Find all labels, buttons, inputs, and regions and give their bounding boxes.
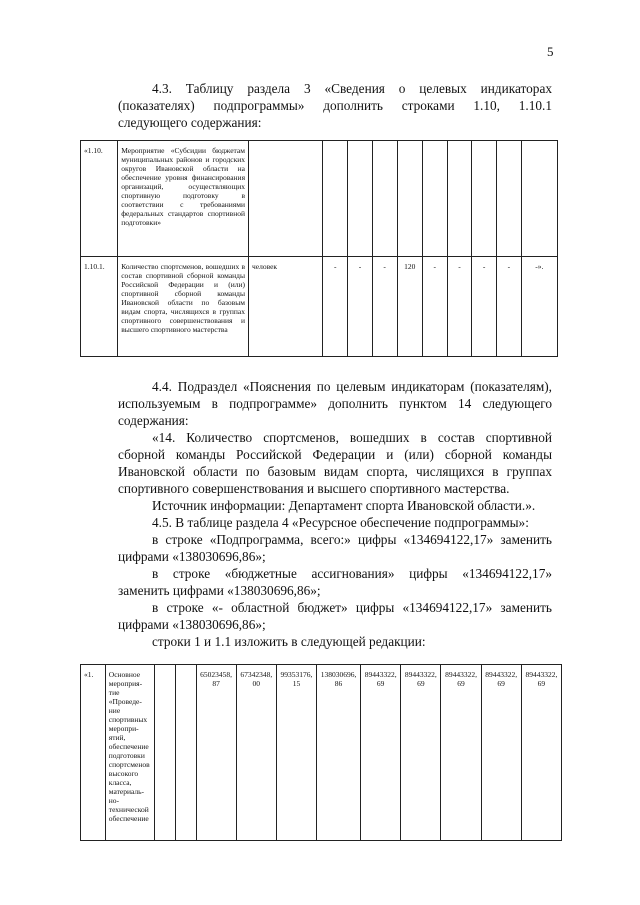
section-4-3-paragraph xyxy=(118,80,552,131)
value-cell: 99353176, 15 xyxy=(276,665,316,841)
table-row xyxy=(81,665,562,841)
text-line: содержания: xyxy=(118,413,189,428)
empty-cell xyxy=(155,665,176,841)
text-line: «14. Количество спортсменов, вошедших в состав спортивной xyxy=(152,430,552,445)
indicator-name: Мероприятие «Субсидии бюджетам муниципальных районов и городских округов Ивановской области на обеспечение уровня финансирования организаций, осуществляющих спортивную подготовку в соответствии с требованиями федеральных стандартов спортивной подготовки» xyxy=(118,141,249,257)
value-cell xyxy=(497,141,522,257)
value-cell xyxy=(422,141,447,257)
text-line: в строке «бюджетные ассигнования» цифры «134694122,17» xyxy=(152,566,552,581)
page-number: 5 xyxy=(547,44,554,59)
unit-cell: человек xyxy=(249,257,323,357)
value-cell: -». xyxy=(521,257,557,357)
value-cell xyxy=(348,141,373,257)
table-row xyxy=(81,257,558,357)
value-cell xyxy=(397,141,422,257)
text-line: 4.5. В таблице раздела 4 «Ресурсное обеспечение подпрограммы»: xyxy=(152,515,529,530)
text-line: в строке «Подпрограмма, всего:» цифры «134694122,17» заменить xyxy=(152,532,552,547)
text-line: 4.4. Подраздел «Пояснения по целевым индикаторам (показателям), xyxy=(152,379,552,394)
measure-name: Основное мероприя-тие «Проведе-ние спортивных меропри-ятий, обеспечение подготовки спортсменов высокого класса, материаль-но-технической обеспечение xyxy=(105,665,154,841)
text-line: цифрами «138030696,86»; xyxy=(118,617,266,632)
text-line: Источник информации: Департамент спорта Ивановской области.». xyxy=(152,498,536,513)
table-row xyxy=(81,141,558,257)
indicator-name: Количество спортсменов, вошедших в состав спортивной сборной команды Российской Федерации и (или) спортивной сборной команды Ивановской области по базовым видам спорта, числящихся в группах спортивного совершенствования и высшего спортивного мастерства xyxy=(118,257,249,357)
row-number: «1. xyxy=(81,665,106,841)
value-cell: - xyxy=(447,257,472,357)
text-line: цифрами «138030696,86»; xyxy=(118,549,266,564)
value-cell: - xyxy=(372,257,397,357)
value-cell: - xyxy=(497,257,522,357)
value-cell: - xyxy=(348,257,373,357)
value-cell xyxy=(323,141,348,257)
text-line: сборной команды Российской Федерации и (или) сборной команды xyxy=(118,447,552,462)
value-cell xyxy=(447,141,472,257)
value-cell: - xyxy=(422,257,447,357)
value-cell: 67342348, 00 xyxy=(236,665,276,841)
text-line: в строке «- областной бюджет» цифры «134694122,17» заменить xyxy=(152,600,552,615)
value-cell xyxy=(521,141,557,257)
row-number: 1.10.1. xyxy=(81,257,118,357)
resources-table xyxy=(80,664,562,841)
value-cell: 89443322, 69 xyxy=(521,665,561,841)
value-cell: 138030696, 86 xyxy=(317,665,361,841)
text-line: строки 1 и 1.1 изложить в следующей редакции: xyxy=(152,634,426,649)
value-cell: - xyxy=(472,257,497,357)
text-line: 4.3. Таблицу раздела 3 «Сведения о целевых индикаторах xyxy=(152,81,552,96)
section-4-4-paragraph xyxy=(118,378,552,514)
text-line: следующего содержания: xyxy=(118,115,262,130)
value-cell: 89443322, 69 xyxy=(481,665,521,841)
text-line: спортивного совершенствования и высшего спортивного мастерства. xyxy=(118,481,510,496)
empty-cell xyxy=(175,665,196,841)
text-line: (показателях) подпрограммы» дополнить строками 1.10, 1.10.1 xyxy=(118,98,552,113)
text-line: заменить цифрами «138030696,86»; xyxy=(118,583,321,598)
value-cell: 120 xyxy=(397,257,422,357)
indicators-table xyxy=(80,140,558,357)
text-line: Ивановской области по базовым видам спорта, числящихся в группах xyxy=(118,464,552,479)
value-cell xyxy=(372,141,397,257)
value-cell: - xyxy=(323,257,348,357)
value-cell: 89443322, 69 xyxy=(361,665,401,841)
section-4-5-paragraph xyxy=(118,514,552,650)
value-cell: 89443322, 69 xyxy=(401,665,441,841)
value-cell xyxy=(472,141,497,257)
text-line: используемым в подпрограмме» дополнить пунктом 14 следующего xyxy=(118,396,552,411)
value-cell: 65023458, 87 xyxy=(196,665,236,841)
row-number: «1.10. xyxy=(81,141,118,257)
value-cell: 89443322, 69 xyxy=(441,665,481,841)
unit-cell xyxy=(249,141,323,257)
